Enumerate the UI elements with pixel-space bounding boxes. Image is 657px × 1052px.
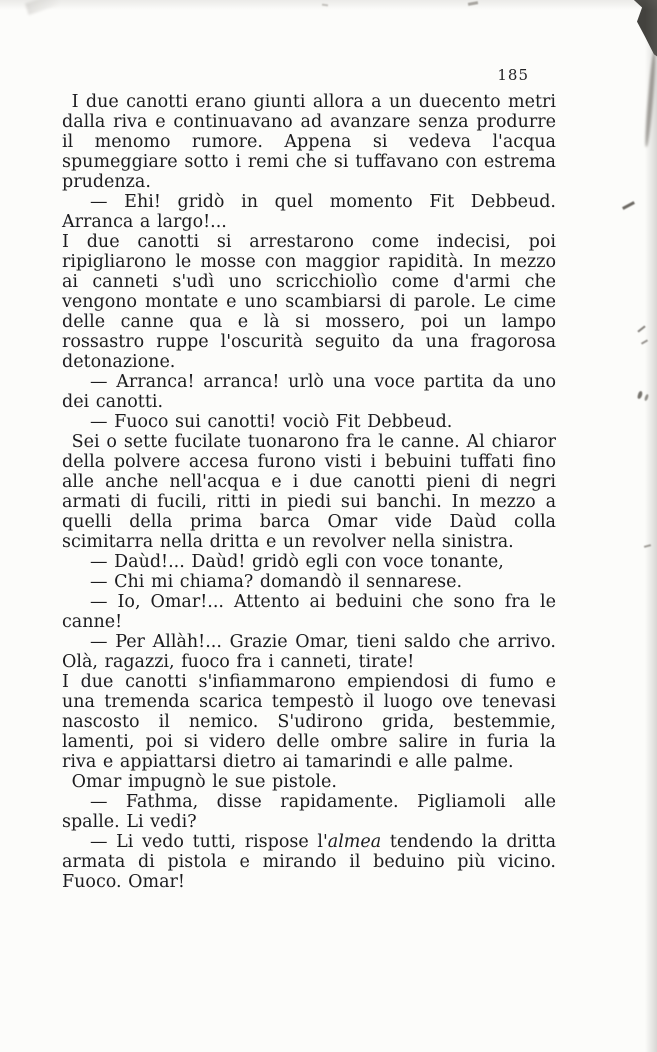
scan-artifact-tick [637,391,643,400]
scan-artifact-speck [468,1,478,6]
paragraph: I due canotti si arrestarono come indecisi, poi ripigliarono le mosse con maggior rapidità. In mezzo ai canneti s'udì uno scricchiolìo come d'armi che vengono montate e uno scambiarsi di parole. Le cime delle canne qua e là si mossero, poi un lampo rossastro ruppe l'oscurità seguito da una fragorosa detonazione. [62,232,556,372]
paragraph: — Chi mi chiama? domandò il sennarese. [90,572,463,592]
paragraph: I due canotti s'infiammarono empiendosi di fumo e una tremenda scarica tempestò il luogo ove tenevasi nascosto il nemico. S'udirono grida, bestemmie, lamenti, poi si videro delle ombre salire in furia la riva e appiattarsi dietro ai tamarindi e alle palme. [62,672,556,772]
scan-edge-shadow-right [645,0,657,1052]
paragraph-text: — Li vedo tutti, rispose l' [90,832,328,852]
paragraph: — Io, Omar!... Attento ai beduini che sono fra le canne! [62,592,556,632]
paragraph: — Arranca! arranca! urlò una voce partita da uno dei canotti. [62,372,556,412]
scan-artifact-dash [644,544,651,548]
scan-artifact-corner-blotch [605,0,657,64]
paragraph [62,832,556,892]
paragraph: — Ehi! gridò in quel momento Fit Debbeud. Arranca a largo!... [62,192,556,232]
scan-artifact-dash [622,201,635,210]
text-block [62,92,556,892]
scan-artifact-tick [644,394,649,402]
paragraph: I due canotti erano giunti allora a un duecento metri dalla riva e continuavano ad avanzare senza produrre il menomo rumore. Appena si vedeva l'acqua spumeggiare sotto i remi che si tuffavano con estrema prudenza. [62,92,556,192]
scan-edge-shadow-top [0,0,657,10]
italic-word: almea [327,832,382,852]
paragraph: Omar impugnò le sue pistole. [71,772,337,792]
paragraph: Sei o sette fucilate tuonarono fra le canne. Al chiaror della polvere accesa furono visti i bebuini tuffati fino alle anche nell'acqua e i due canotti pieni di negri armati di fucili, ritti in piedi sui banchi. In mezzo a quelli della prima barca Omar vide Daùd colla scimitarra nella dritta e un revolver nella sinistra. [62,432,556,552]
scan-artifact-speck [322,4,328,7]
page-number: 185 [497,66,529,84]
scan-artifact-streak [25,0,61,15]
scan-artifact-dash [637,325,645,332]
scan-artifact-dash [641,339,648,344]
paragraph-text: tendendo la dritta armata di pistola e mirando il beduino più vicino. Fuoco. Omar! [62,832,556,892]
scan-artifact-corner-tail [644,52,657,147]
paragraph: — Per Allàh!... Grazie Omar, tieni saldo che arrivo. Olà, ragazzi, fuoco fra i canneti, tirate! [62,632,556,672]
paragraph: — Daùd!... Daùd! gridò egli con voce tonante, [90,552,504,572]
paragraph: — Fathma, disse rapidamente. Pigliamoli alle spalle. Li vedi? [62,792,556,832]
paragraph: — Fuoco sui canotti! vociò Fit Debbeud. [90,412,453,432]
